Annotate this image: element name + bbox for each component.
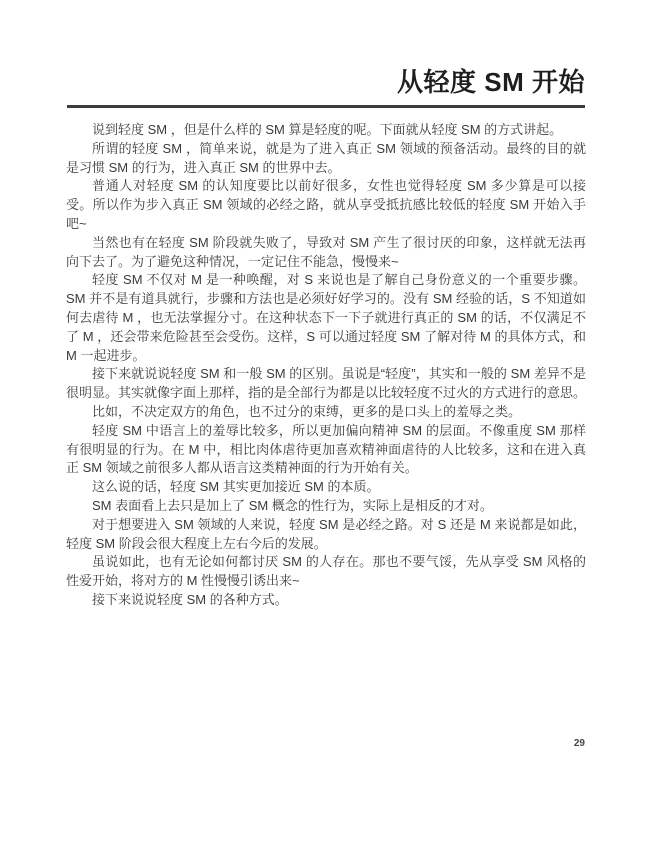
paragraph: 普通人对轻度 SM 的认知度要比以前好很多，女性也觉得轻度 SM 多少算是可以接受。所以作为步入真正 SM 领域的必经之路，就从享受抵抗感比较低的轻度 SM 开始入手吧~ xyxy=(66,178,586,231)
page-number: 29 xyxy=(573,738,585,749)
page-title: 从轻度 SM 开始 xyxy=(397,67,585,97)
paragraph: 当然也有在轻度 SM 阶段就失败了，导致对 SM 产生了很讨厌的印象，这样就无法再向下去了。为了避免这种情况，一定记住不能急，慢慢来~ xyxy=(66,234,586,269)
paragraph: 说到轻度 SM ，但是什么样的 SM 算是轻度的呢。下面就从轻度 SM 的方式讲起。 xyxy=(92,122,563,137)
title-rule xyxy=(67,105,585,108)
paragraph: 所谓的轻度 SM ，简单来说，就是为了进入真正 SM 领域的预备活动。最终的目的就是习惯 SM 的行为，进入真正 SM 的世界中去。 xyxy=(66,140,586,175)
paragraph: 接下来就说说轻度 SM 和一般 SM 的区别。虽说是“轻度”，其实和一般的 SM 差异不是很明显。其实就像字面上那样，指的是全部行为都是以比较轻度不过火的方式进行的意思。 xyxy=(66,366,587,401)
paragraph: SM 表面看上去只是加上了 SM 概念的性行为，实际上是相反的才对。 xyxy=(92,497,493,513)
page-header xyxy=(67,66,585,108)
paragraph: 轻度 SM 中语言上的羞辱比较多，所以更加偏向精神 SM 的层面。不像重度 SM 那样有很明显的行为。在 M 中，相比肉体虐待更加喜欢精神面虐待的人比较多，这和在进入真正 SM 领域之前很多人都从语言这类精神面的行为开始有关。 xyxy=(66,422,586,476)
body-text xyxy=(66,121,586,610)
paragraph: 这么说的话，轻度 SM 其实更加接近 SM 的本质。 xyxy=(92,479,380,495)
paragraph: 轻度 SM 不仅对 M 是一种唤醒，对 S 来说也是了解自己身份意义的一个重要步骤。SM 并不是有道具就行，步骤和方法也是必须好好学习的。没有 SM 经验的话，S 不知道如何去虐待 M ，也无法掌握分寸。在这种状态下一下子就进行真正的 SM 的话，不仅满足不了 M ，还会带来危险甚至会受伤。这样，S 可以通过轻度 SM 了解对待 M 的具体方式，和 M 一起进步。 xyxy=(66,272,586,363)
paragraph: 比如，不决定双方的角色，也不过分的束缚，更多的是口头上的羞辱之类。 xyxy=(92,403,522,419)
paragraph: 虽说如此，也有无论如何都讨厌 SM 的人存在。那也不要气馁，先从享受 SM 风格的性爱开始，将对方的 M 性慢慢引诱出来~ xyxy=(66,554,586,589)
paragraph: 接下来说说轻度 SM 的各种方式。 xyxy=(92,591,288,607)
paragraph: 对于想要进入 SM 领域的人来说，轻度 SM 是必经之路。对 S 还是 M 来说都是如此，轻度 SM 阶段会很大程度上左右今后的发展。 xyxy=(66,516,586,551)
